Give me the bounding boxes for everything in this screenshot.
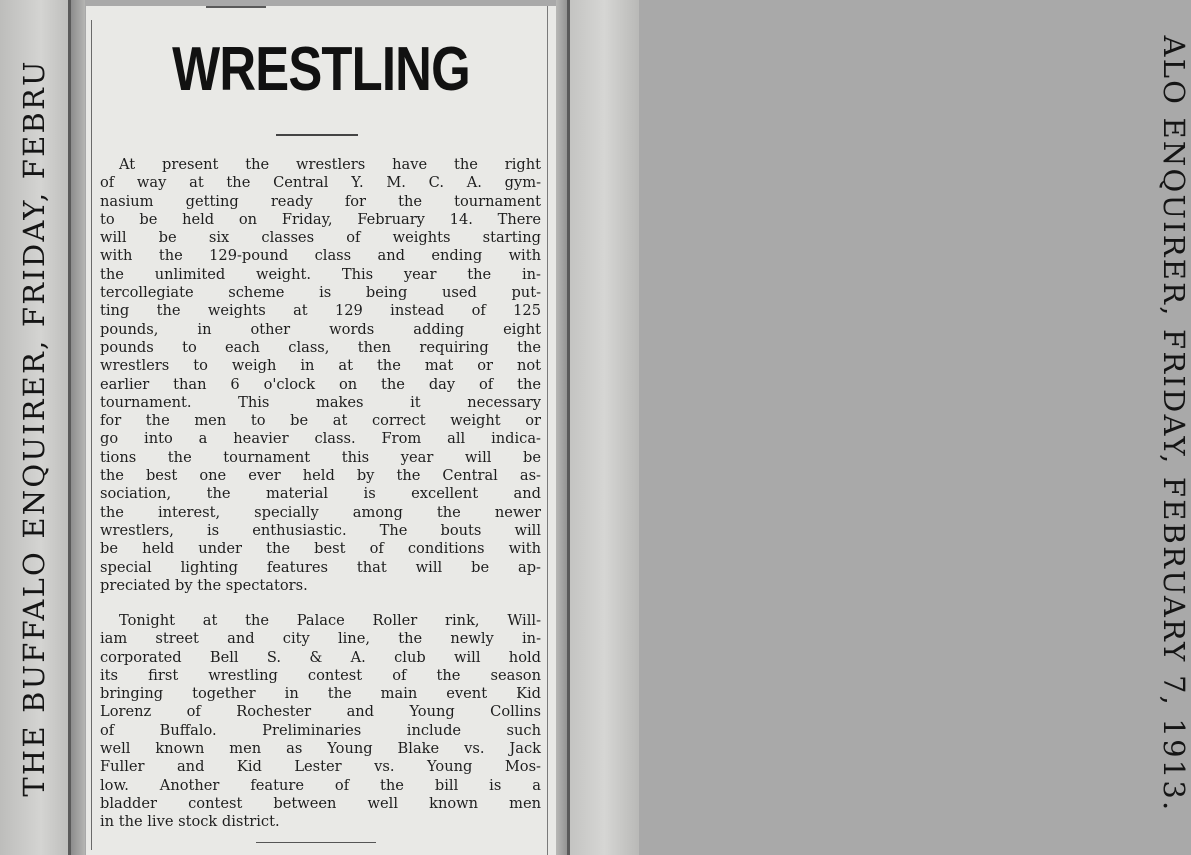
- article-text-line: to be held on Friday, February 14. There: [100, 210, 541, 228]
- right-page-margin: [570, 0, 1191, 855]
- right-column-rule: [547, 6, 548, 855]
- article-text-line: Lorenz of Rochester and Young Collins: [100, 703, 541, 721]
- article-text-line: go into a heavier class. From all indica-: [100, 430, 541, 448]
- article-text-line: low. Another feature of the bill is a: [100, 776, 541, 794]
- article-text-line: Tonight at the Palace Roller rink, Will-: [118, 612, 541, 629]
- article-text-line: tournament. This makes it necessary: [100, 393, 541, 411]
- article-text-line: pounds, in other words adding eight: [100, 320, 541, 338]
- article-text-line: iam street and city line, the newly in-: [100, 630, 541, 648]
- article-text-line: wrestlers to weigh in at the mat or not: [100, 357, 541, 375]
- article-text-line: bringing together in the main event Kid: [100, 685, 541, 703]
- article-text-line: well known men as Young Blake vs. Jack: [100, 740, 541, 758]
- article-text-line: wrestlers, is enthusiastic. The bouts will: [100, 521, 541, 539]
- article-text-line: At present the wrestlers have the right: [118, 156, 541, 173]
- headline-divider: [276, 134, 358, 136]
- article-text-line: of way at the Central Y. M. C. A. gym-: [100, 174, 541, 192]
- article-text-line: for the men to be at correct weight or: [100, 412, 541, 430]
- article-text-line: will be six classes of weights starting: [100, 229, 541, 247]
- left-gutter-fold: [71, 0, 85, 855]
- article-text-line: of Buffalo. Preliminaries include such: [100, 721, 541, 739]
- article-paragraph-2: [100, 612, 541, 832]
- article-text-line: special lighting features that will be ap-: [100, 558, 541, 576]
- left-page-margin: [0, 0, 68, 855]
- article-end-rule: [256, 842, 376, 843]
- left-masthead-text: THE BUFFALO ENQUIRER, FRIDAY, FEBRU: [17, 59, 51, 797]
- article-text-line: nasium getting ready for the tournament: [100, 192, 541, 210]
- article-text-line: sociation, the material is excellent and: [100, 485, 541, 503]
- article-text-line: the unlimited weight. This year the in-: [100, 265, 541, 283]
- article-text-line: its first wrestling contest of the season: [100, 666, 541, 684]
- right-gutter-shadow: [567, 0, 570, 855]
- article-text-line: bladder contest between well known men: [100, 794, 541, 812]
- article-text-line: in the live stock district.: [100, 813, 280, 831]
- article-text-line: ting the weights at 129 instead of 125: [100, 302, 541, 320]
- right-masthead-text: ALO ENQUIRER, FRIDAY, FEBRUARY 7, 1913.: [1157, 35, 1191, 813]
- article-headline: WRESTLING: [172, 35, 470, 104]
- article-text-line: earlier than 6 o'clock on the day of the: [100, 375, 541, 393]
- article-text-line: tions the tournament this year will be: [100, 448, 541, 466]
- article-text-line: the interest, specially among the newer: [100, 503, 541, 521]
- article-text-line: corporated Bell S. & A. club will hold: [100, 648, 541, 666]
- article-text-line: Fuller and Kid Lester vs. Young Mos-: [100, 758, 541, 776]
- article-text-line: with the 129-pound class and ending with: [100, 247, 541, 265]
- article-text-line: tercollegiate scheme is being used put-: [100, 284, 541, 302]
- article-text-line: the best one ever held by the Central as-: [100, 467, 541, 485]
- article-text-line: pounds to each class, then requiring the: [100, 338, 541, 356]
- newspaper-clipping: [86, 6, 556, 855]
- article-text-line: be held under the best of conditions with: [100, 540, 541, 558]
- article-paragraph-1: [100, 156, 541, 595]
- left-column-rule: [91, 20, 92, 850]
- article-text-line: preciated by the spectators.: [100, 576, 308, 594]
- top-column-rule: [206, 6, 266, 8]
